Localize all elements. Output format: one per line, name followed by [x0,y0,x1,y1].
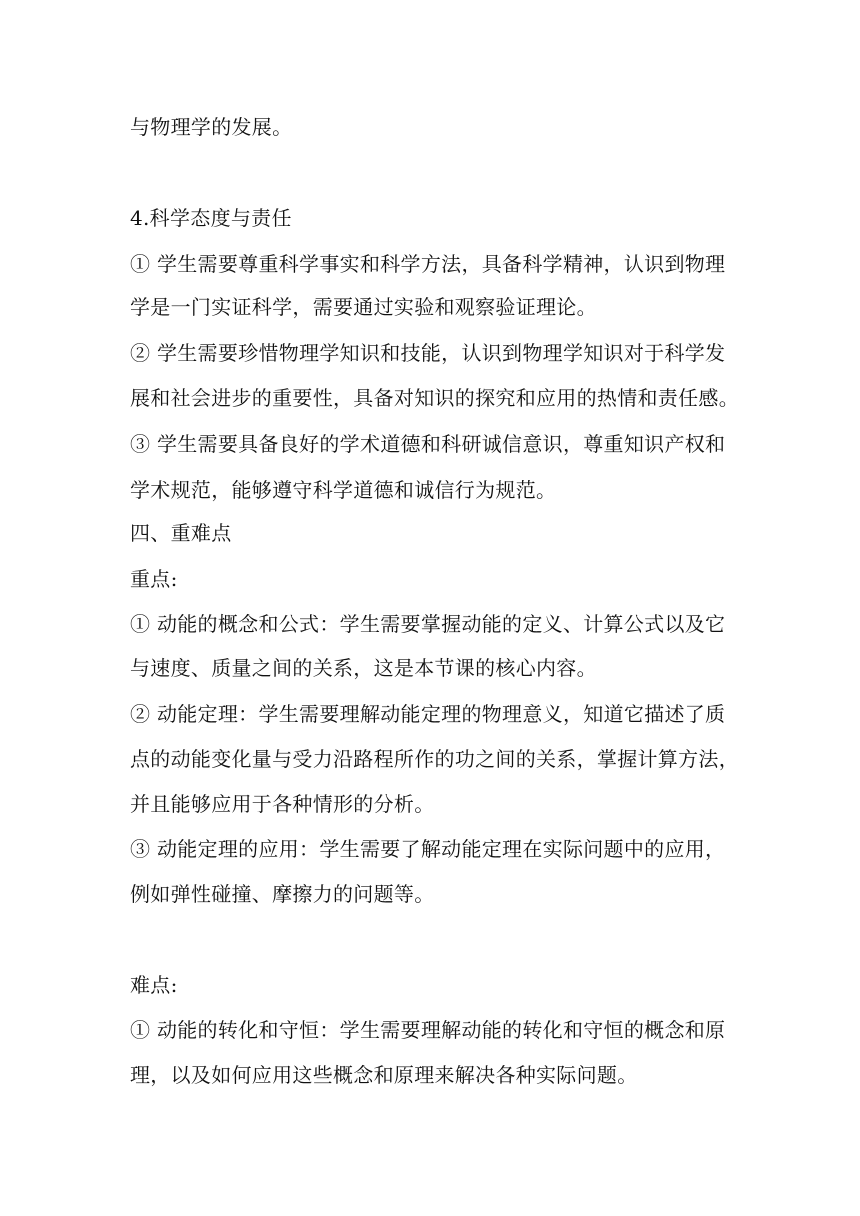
key-point-2-line-2: 点的动能变化量与受力沿路程所作的功之间的关系，掌握计算方法， [130,747,739,771]
key-point-3-line-1: ③ 动能定理的应用：学生需要了解动能定理在实际问题中的应用， [130,837,726,861]
key-points-label: 重点: [130,567,178,591]
section4-item-1-line-1: ① 学生需要尊重科学事实和科学方法，具备科学精神，认识到物理 [130,252,726,276]
section4-heading: 4.科学态度与责任 [130,206,292,230]
continuation-text: 与物理学的发展。 [130,115,293,139]
key-point-3-line-2: 例如弹性碰撞、摩擦力的问题等。 [130,882,435,906]
section4-item-2-line-2: 展和社会进步的重要性，具备对知识的探究和应用的热情和责任感。 [130,386,739,410]
section4-item-1-line-2: 学是一门实证科学，需要通过实验和观察验证理论。 [130,295,597,319]
section4-item-3-line-1: ③ 学生需要具备良好的学术道德和科研诚信意识，尊重知识产权和 [130,432,726,456]
section-four-heading: 四、重难点 [130,521,232,545]
difficult-point-1-line-2: 理，以及如何应用这些概念和原理来解决各种实际问题。 [130,1063,638,1087]
key-point-1-line-1: ① 动能的概念和公式：学生需要掌握动能的定义、计算公式以及它 [130,612,726,636]
difficult-points-label: 难点: [130,973,178,997]
section4-item-3-line-2: 学术规范，能够遵守科学道德和诚信行为规范。 [130,478,557,502]
key-point-2-line-1: ② 动能定理：学生需要理解动能定理的物理意义，知道它描述了质 [130,702,726,726]
difficult-point-1-line-1: ① 动能的转化和守恒：学生需要理解动能的转化和守恒的概念和原 [130,1018,726,1042]
key-point-1-line-2: 与速度、质量之间的关系，这是本节课的核心内容。 [130,656,597,680]
key-point-2-line-3: 并且能够应用于各种情形的分析。 [130,792,435,816]
section4-item-2-line-1: ② 学生需要珍惜物理学知识和技能，认识到物理学知识对于科学发 [130,341,726,365]
